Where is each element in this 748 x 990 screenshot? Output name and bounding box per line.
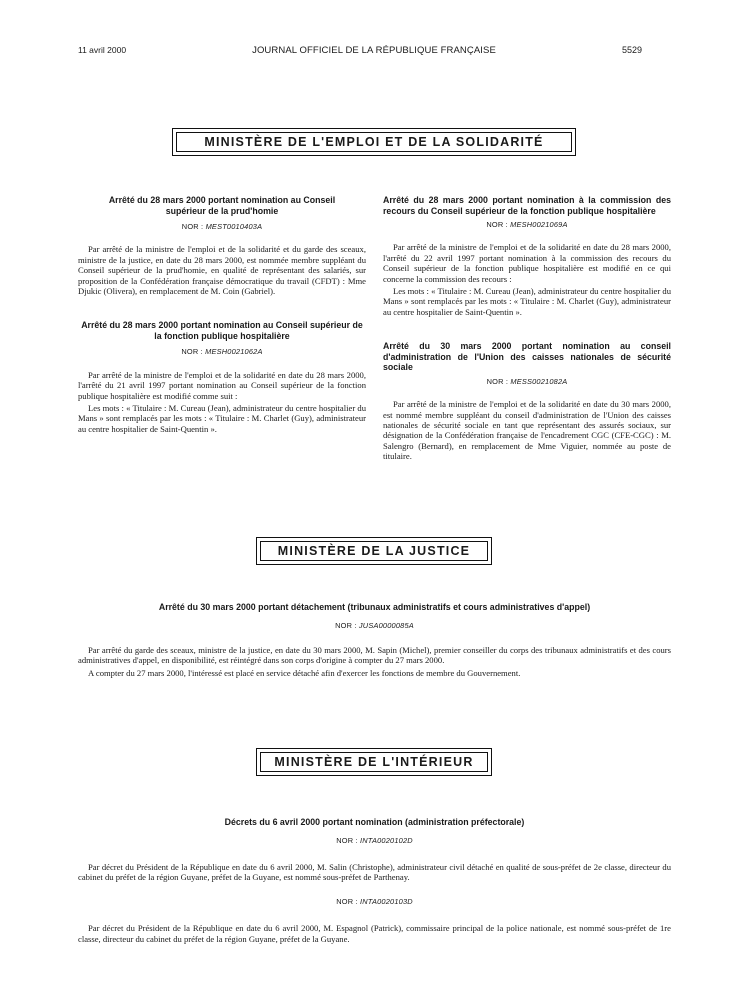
nor-reference: NOR : INTA0020103D: [336, 896, 413, 906]
journal-title: JOURNAL OFFICIEL DE LA RÉPUBLIQUE FRANÇAISE: [252, 45, 496, 56]
page-number: 5529: [621, 45, 642, 55]
ministry-heading-emploi: [172, 128, 576, 156]
decree-paragraph: Par arrêté de la ministre de l'emploi et de la solidarité en date du 28 mars 2000, l'arrêté du 22 avril 1997 portant nomination à la commission des recours du Conseil supérieur de la fonction publique hospitalière est modifié en ce qui concerne la commission des recours :: [383, 242, 671, 284]
decree-paragraph: Par décret du Président de la République en date du 6 avril 2000, M. Espagnol (Patrick), commissaire principal de la police nationale, est nommé sous-préfet de 1re classe, directeur du cabinet du préfet de la région Guyane, préfet de la Guyane.: [78, 923, 671, 944]
decree-title: Décrets du 6 avril 2000 portant nomination (administration préfectorale): [224, 817, 525, 827]
decree-paragraph: Par arrêté de la ministre de l'emploi et de la solidarité en date du 30 mars 2000, est nommé membre suppléant du conseil d'administration de l'Union des caisses nationales de sécurité sociale en tant que représentant des assurés sociaux, sur désignation de la Confédération française de l'encadrement CGC (CFE-CGC) : M. Salengro (Bernard), en remplacement de Mme Viguier, nommée au poste de titulaire.: [383, 399, 671, 462]
nor-reference: NOR : INTA0020102D: [336, 835, 413, 845]
nor-reference: NOR : MESH0021062A: [181, 347, 263, 357]
ministry-heading-interieur: [256, 748, 492, 776]
decree-paragraph: Par arrêté du garde des sceaux, ministre de la justice, en date du 30 mars 2000, M. Sapin (Michel), premier conseiller du corps des tribunaux administratifs et des cours administratives d'appel, en disponibilité, est réintégré dans son corps d'origine à compter du 27 mars 2000.: [78, 644, 671, 666]
ministry-title: MINISTÈRE DE L'EMPLOI ET DE LA SOLIDARITÉ: [204, 135, 544, 149]
nor-reference: NOR : MESS0021082A: [486, 376, 568, 386]
decree-paragraph: Les mots : « Titulaire : M. Cureau (Jean), administrateur du centre hospitalier du Mans » sont remplacés par les mots : « Titulaire : M. Charlet (Guy), administrateur au centre hospitalier de Saint-Quentin ».: [383, 286, 671, 317]
ministry-title: MINISTÈRE DE L'INTÉRIEUR: [274, 755, 474, 769]
nor-reference: NOR : MEST0010403A: [181, 222, 263, 231]
ministry-title: MINISTÈRE DE LA JUSTICE: [277, 544, 471, 558]
decree-title: Arrêté du 28 mars 2000 portant nomination au Conseil supérieur de la fonction publique hospitalière: [81, 320, 363, 341]
decree-paragraph: Par décret du Président de la République en date du 6 avril 2000, M. Salin (Christophe), administrateur civil détaché en qualité de sous-préfet de 2e classe, directeur du cabinet du préfet de la région Guyane, préfet de la Guyane, est nommé sous-préfet de Parthenay.: [78, 861, 671, 883]
nor-reference: NOR : JUSA0000085A: [335, 620, 414, 630]
decree-title: Arrêté du 30 mars 2000 portant détachement (tribunaux administratifs et cours administratives d'appel): [158, 602, 591, 612]
decree-paragraph: Par arrêté de la ministre de l'emploi et de la solidarité en date du 28 mars 2000, l'arrêté du 21 avril 1997 portant nomination au Conseil supérieur de la fonction publique hospitalière est modifié comme suit :: [78, 369, 366, 401]
left-column: [78, 195, 366, 458]
decree-title: Arrêté du 28 mars 2000 portant nomination au Conseil supérieur de la prud'homie: [108, 195, 336, 216]
decree-ucanss: [383, 341, 671, 461]
decree-commission-recours: [383, 195, 671, 317]
decree-paragraph: A compter du 27 mars 2000, l'intéressé est placé en service détaché afin d'exercer les fonctions de membre du Gouvernement.: [88, 667, 521, 678]
justice-section: [78, 602, 671, 680]
decree-csfph: [78, 320, 366, 434]
decree-title: Arrêté du 28 mars 2000 portant nomination à la commission des recours du Conseil supérieur de la fonction publique hospitalière: [383, 195, 671, 216]
ministry-heading-justice: [256, 537, 492, 565]
right-column: [383, 195, 671, 486]
interieur-section: [78, 817, 671, 946]
decree-paragraph: Par arrêté de la ministre de l'emploi et de la solidarité et du garde des sceaux, ministre de la justice, en date du 28 mars 2000, est nommée membre suppléant du Conseil supérieur de la prud'homie, en qualité de représentant des salariés, sur proposition de la Confédération française démocratique du travail (CFDT) : Mme Djukic (Olivera), en remplacement de M. Coin (Gabriel).: [78, 244, 366, 297]
header-date: 11 avril 2000: [78, 45, 127, 55]
nor-reference: NOR : MESH0021069A: [486, 220, 568, 229]
decree-paragraph: Les mots : « Titulaire : M. Cureau (Jean), administrateur du centre hospitalier du Mans » sont remplacés par les mots : « Titulaire : M. Charlet (Guy), administrateur au centre hospitalier de Saint-Quentin ».: [78, 403, 366, 434]
decree-title: Arrêté du 30 mars 2000 portant nomination au conseil d'administration de l'Union des caisses nationales de sécurité sociale: [383, 341, 671, 373]
decree-prudhomie: [78, 195, 366, 296]
